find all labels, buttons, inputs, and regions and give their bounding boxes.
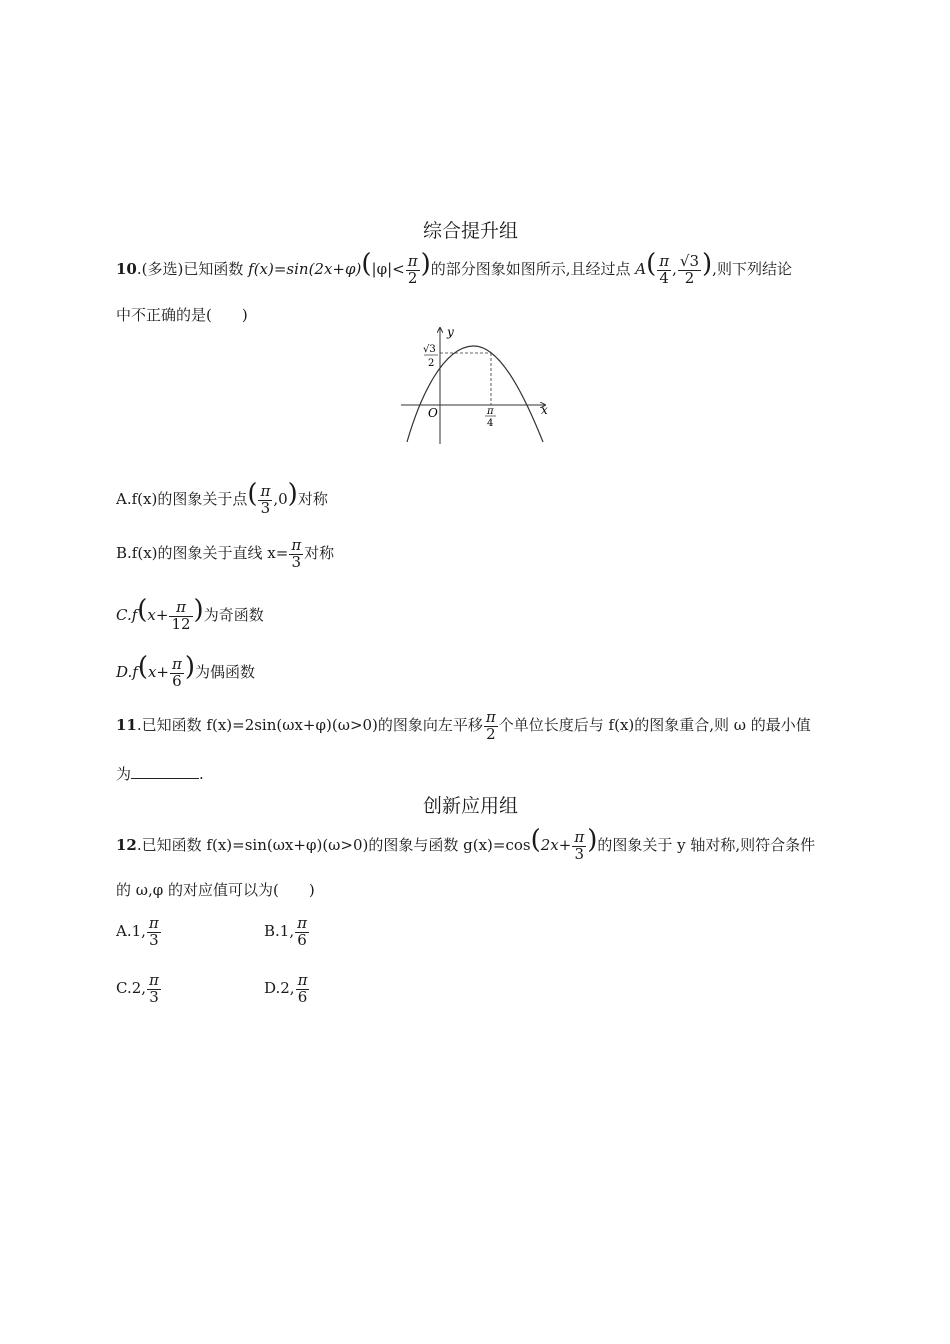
q11-stem-b: 个单位长度后与 f(x)的图象重合,则 ω 的最小值	[498, 716, 811, 734]
option-c-suffix: 为奇函数	[203, 606, 264, 624]
q10-function: f(x)=sin(2x+φ)	[248, 260, 362, 278]
q10-stem-line1: 10.(多选)已知函数 f(x)=sin(2x+φ)(|φ|< $\frac{\pi}{2}$ )的部分图象如图所示,且经过点 A( $\frac{\pi}{4}$ , $\frac{√3}{2}$ ),则下列结论	[116, 244, 792, 295]
q12-option-a	[116, 906, 162, 956]
option-b-prefix: B.f(x)的图象关于直线 x=	[116, 544, 289, 562]
option-a-label: A.1,	[116, 922, 146, 940]
frac-den: 3	[149, 987, 159, 1006]
q10-option-a	[116, 474, 328, 525]
option-c-label: C.2,	[116, 979, 147, 997]
x-tick-den: 4	[487, 418, 494, 429]
q10-cond-frac	[406, 251, 420, 287]
q10-number: 10	[116, 260, 137, 278]
frac-num: π	[148, 913, 159, 932]
q12-frac	[572, 827, 586, 863]
frac-num: π	[297, 970, 308, 989]
option-d-inner: x+	[147, 663, 169, 681]
frac-num: π	[485, 707, 496, 726]
paren-open: (	[530, 825, 541, 855]
paren-open: (	[646, 249, 657, 279]
frac-den: 2	[684, 268, 695, 287]
q11-stem-a: .已知函数 f(x)=2sin(ωx+φ)(ω>0)的图象向左平移	[136, 716, 483, 734]
q10-option-c	[116, 590, 264, 641]
y-axis-label: y	[447, 325, 454, 339]
option-a-prefix: A.f(x)的图象关于点	[116, 490, 248, 508]
paren-close: )	[587, 825, 598, 855]
frac-num: π	[260, 481, 271, 500]
frac-num: π	[574, 827, 585, 846]
y-tick-den: 2	[428, 358, 435, 369]
option-a-suffix: 对称	[297, 490, 328, 508]
frac-num: √3	[679, 251, 700, 270]
q11-frac	[484, 707, 498, 743]
option-c-inner: x+	[147, 606, 169, 624]
section-title-comprehensive: 综合提升组	[423, 220, 519, 242]
frac-den: 3	[574, 844, 585, 863]
frac-den: 2	[407, 268, 418, 287]
q10-tag: .(多选)	[136, 260, 184, 278]
paren-open: (	[361, 249, 372, 279]
option-d-suffix: 为偶函数	[195, 663, 256, 681]
q10-point-y	[678, 251, 701, 287]
frac-num: π	[297, 913, 307, 932]
q12-stem-line2: 的 ω,φ 的对应值可以为( )	[116, 881, 315, 899]
frac-den: 2	[486, 724, 496, 743]
q10-stem-c: ,则下列结论	[712, 260, 792, 278]
q10-point-label: A	[635, 260, 647, 278]
paren-open: (	[137, 595, 148, 625]
q12-option-b	[264, 906, 310, 956]
frac-num: π	[291, 535, 302, 554]
option-d-prefix: D.f	[116, 663, 138, 681]
paren-close: )	[193, 595, 204, 625]
paren-close: )	[420, 249, 431, 279]
y-tick-num: √3	[423, 344, 436, 355]
origin-label: O	[428, 406, 438, 420]
option-c-frac	[147, 970, 161, 1006]
frac-num: π	[149, 970, 159, 989]
q10-sine-graph	[395, 322, 560, 446]
q12-stem-a: .已知函数 f(x)=sin(ωx+φ)(ω>0)的图象与函数 g(x)=cos	[136, 836, 531, 854]
option-a-tail: ,0	[273, 490, 288, 508]
paren-close: )	[702, 249, 713, 279]
q10-stem-line2: 中不正确的是( )	[116, 306, 248, 324]
q12-number: 12	[116, 836, 137, 854]
q10-point-x	[657, 251, 671, 287]
option-b-frac	[289, 535, 303, 571]
section-title-innovation: 创新应用组	[423, 795, 519, 817]
option-b-label: B.1,	[264, 922, 295, 940]
option-c-prefix: C.f	[116, 606, 138, 624]
paren-close: )	[184, 652, 196, 682]
frac-num: π	[172, 654, 182, 673]
q10-stem-a: 已知函数	[183, 260, 249, 278]
q12-inner: 2x+	[540, 836, 572, 854]
q12-stem-b: 的图象关于 y 轴对称,则符合条件	[597, 836, 816, 854]
paren-open: (	[247, 479, 258, 509]
frac-den: 12	[171, 614, 191, 633]
q11-answer-blank[interactable]	[131, 764, 199, 779]
frac-den: 3	[291, 552, 302, 571]
option-b-suffix: 对称	[304, 544, 335, 562]
q11-line2: 为	[116, 765, 132, 783]
q11-number: 11	[116, 716, 137, 734]
paren-close: )	[287, 479, 298, 509]
q12-stem-line1	[116, 820, 815, 871]
x-axis-label: x	[541, 403, 548, 417]
q12-option-c	[116, 963, 162, 1013]
q10-option-b	[116, 528, 334, 578]
option-a-frac	[147, 913, 161, 949]
frac-den: 6	[172, 671, 182, 690]
option-a-frac	[258, 481, 272, 517]
option-d-frac	[296, 970, 310, 1006]
frac-den: 6	[297, 930, 307, 949]
q11-stem-line1	[116, 700, 811, 750]
q11-end: .	[199, 765, 204, 783]
option-d-frac	[170, 654, 184, 690]
frac-num: π	[407, 251, 418, 270]
frac-den: 4	[659, 268, 669, 287]
q10-option-d	[116, 647, 255, 698]
option-c-frac	[169, 597, 192, 633]
x-tick-num: π	[487, 406, 494, 417]
q10-stem-b: 的部分图象如图所示,且经过点	[430, 260, 636, 278]
frac-den: 6	[297, 987, 308, 1006]
q12-option-d	[264, 963, 310, 1013]
frac-num: π	[169, 600, 192, 617]
q10-cond-lhs: |φ|<	[371, 260, 405, 278]
paren-open: (	[137, 652, 148, 682]
frac-den: 3	[260, 498, 271, 517]
option-d-label: D.2,	[264, 979, 295, 997]
q11-stem-line2	[116, 763, 204, 784]
frac-num: π	[659, 251, 670, 270]
frac-den: 3	[149, 930, 159, 949]
option-b-frac	[295, 913, 309, 949]
